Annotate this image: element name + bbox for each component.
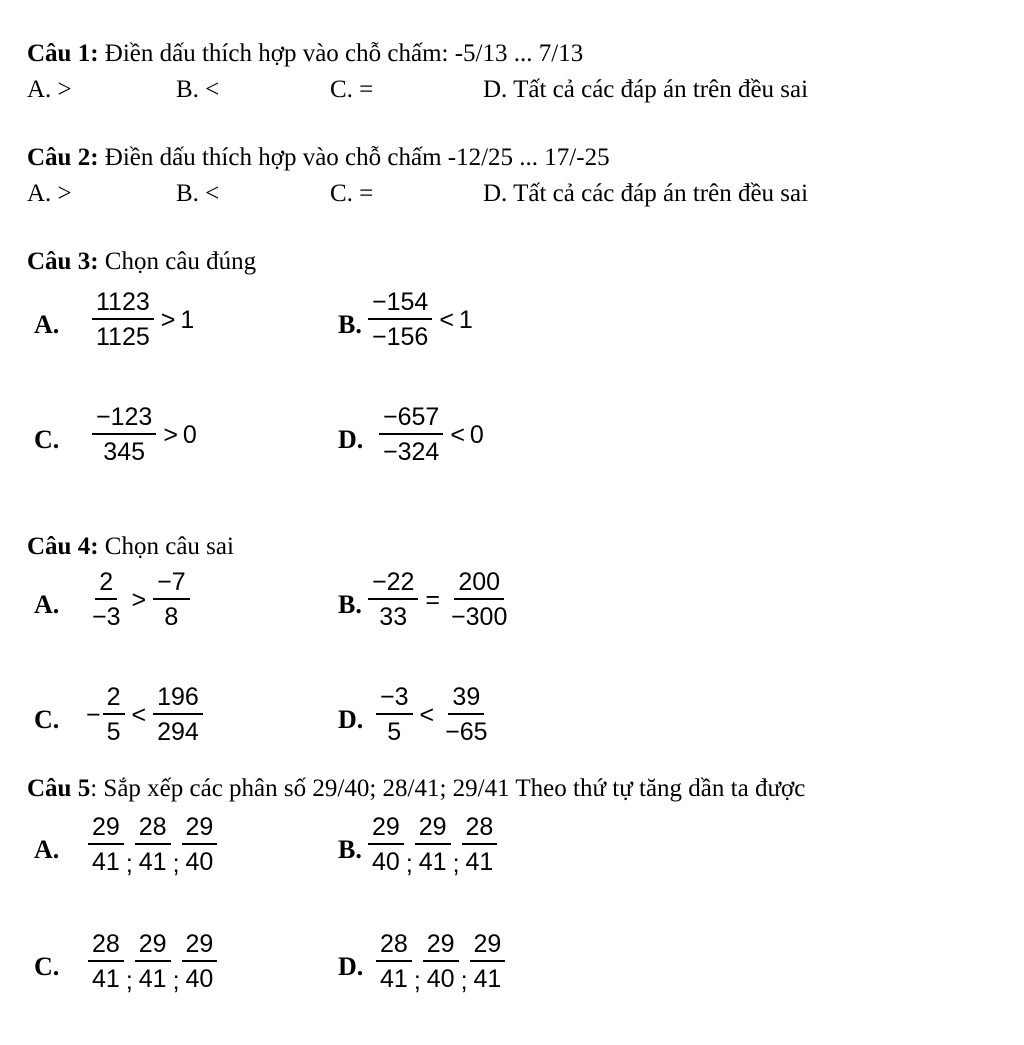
denominator: −156	[372, 323, 429, 351]
q1-option-b[interactable]: B. <	[176, 76, 220, 103]
fraction	[379, 405, 443, 465]
q2-option-b[interactable]: B. <	[176, 180, 220, 207]
q3-option-c-label[interactable]: C.	[34, 425, 60, 454]
numerator: 2	[95, 570, 117, 600]
fraction	[88, 570, 125, 630]
denominator: 40	[185, 965, 214, 993]
fraction	[135, 815, 171, 875]
q5-option-a[interactable]	[86, 813, 219, 878]
numerator: 29	[368, 815, 404, 845]
question-3-label: Câu 3:	[27, 248, 99, 275]
numerator: 29	[470, 932, 506, 962]
rhs: 0	[469, 420, 484, 449]
q3-option-b-label[interactable]: B.	[338, 310, 362, 339]
q5-option-d[interactable]	[374, 930, 507, 995]
separator: ;	[405, 850, 413, 878]
numerator: 29	[415, 815, 451, 845]
denominator: 33	[379, 603, 408, 631]
numerator: −123	[92, 405, 156, 435]
q2-option-a[interactable]: A. >	[27, 180, 72, 207]
q5-option-a-label[interactable]: A.	[34, 835, 60, 864]
denominator: 41	[92, 965, 120, 993]
q3-option-a-label[interactable]: A.	[34, 310, 60, 339]
numerator: 29	[182, 815, 218, 845]
denominator: 41	[473, 965, 502, 993]
fraction	[376, 932, 412, 992]
denominator: 40	[372, 848, 400, 876]
q1-option-c[interactable]: C. =	[330, 76, 374, 103]
fraction	[376, 685, 413, 745]
separator: ;	[172, 967, 180, 995]
rhs: 1	[458, 305, 473, 334]
numerator: 2	[103, 685, 125, 715]
denominator: 1125	[96, 323, 150, 351]
fraction	[88, 932, 124, 992]
rhs: 0	[182, 420, 197, 449]
q4-option-b-label[interactable]: B.	[338, 590, 362, 619]
fraction	[462, 815, 498, 875]
denominator: −300	[451, 603, 508, 631]
denominator: 41	[465, 848, 494, 876]
operator: >	[163, 420, 178, 449]
question-3	[27, 248, 256, 276]
fraction	[423, 932, 459, 992]
fraction	[92, 290, 154, 350]
question-5-text: : Sắp xếp các phân số 29/40; 28/41; 29/41 Theo thứ tự tăng dần ta được	[90, 775, 806, 802]
numerator: 28	[88, 932, 124, 962]
numerator: 1123	[92, 290, 154, 320]
question-2-label: Câu 2:	[27, 144, 99, 171]
rhs: 1	[180, 305, 195, 334]
fraction	[415, 815, 451, 875]
operator: <	[419, 700, 435, 729]
fraction	[153, 570, 190, 630]
fraction	[368, 290, 432, 350]
denominator: 8	[164, 603, 179, 631]
denominator: 345	[103, 438, 146, 466]
numerator: −657	[379, 405, 443, 435]
q3-option-c[interactable]	[90, 405, 197, 465]
q2-option-d[interactable]: D. Tất cả các đáp án trên đều sai	[483, 180, 809, 207]
q5-option-b-label[interactable]: B.	[338, 835, 362, 864]
denominator: 41	[418, 848, 447, 876]
separator: ;	[460, 967, 468, 995]
denominator: 5	[387, 718, 402, 746]
question-2	[27, 144, 610, 172]
q3-option-d[interactable]	[377, 405, 484, 465]
fraction	[441, 685, 491, 745]
fraction	[447, 570, 511, 630]
q1-option-a[interactable]: A. >	[27, 76, 72, 103]
numerator: 200	[454, 570, 504, 600]
minus-sign: −	[86, 700, 101, 729]
denominator: 41	[138, 848, 167, 876]
denominator: 40	[426, 965, 455, 993]
q4-option-d-label[interactable]: D.	[338, 705, 364, 734]
numerator: −22	[368, 570, 418, 600]
denominator: 41	[138, 965, 167, 993]
denominator: 41	[380, 965, 408, 993]
numerator: 39	[448, 685, 484, 715]
question-3-text: Chọn câu đúng	[98, 248, 257, 275]
q2-option-c[interactable]: C. =	[330, 180, 374, 207]
fraction	[368, 570, 418, 630]
denominator: 41	[92, 848, 120, 876]
q4-option-c[interactable]	[86, 685, 205, 745]
fraction	[153, 685, 203, 745]
separator: ;	[413, 967, 421, 995]
fraction	[368, 815, 404, 875]
fraction	[182, 932, 218, 992]
denominator: −65	[445, 718, 488, 746]
denominator: −3	[92, 603, 121, 631]
numerator: 29	[423, 932, 459, 962]
q3-option-a[interactable]	[90, 290, 194, 350]
question-5	[27, 775, 805, 803]
denominator: 40	[185, 848, 214, 876]
operator: >	[160, 305, 176, 334]
question-1-text: Điền dấu thích hợp vào chỗ chấm: -5/13 ... 7/13	[98, 40, 584, 67]
numerator: 28	[462, 815, 498, 845]
numerator: 28	[376, 932, 412, 962]
numerator: −154	[368, 290, 432, 320]
q5-option-d-label[interactable]: D.	[338, 952, 364, 981]
question-4	[27, 533, 234, 561]
question-4-label: Câu 4:	[27, 533, 99, 560]
numerator: −7	[153, 570, 190, 600]
question-5-label: Câu 5	[27, 775, 91, 802]
numerator: 29	[135, 932, 171, 962]
q5-option-b[interactable]	[366, 813, 499, 878]
fraction	[470, 932, 506, 992]
q4-option-b[interactable]	[366, 570, 513, 630]
operator: <	[439, 305, 454, 334]
numerator: −3	[376, 685, 413, 715]
numerator: 196	[153, 685, 203, 715]
question-2-text: Điền dấu thích hợp vào chỗ chấm -12/25 ... 17/-25	[98, 144, 610, 171]
fraction	[103, 685, 125, 745]
numerator: 29	[182, 932, 218, 962]
denominator: 294	[157, 718, 199, 746]
operator: >	[131, 585, 147, 614]
question-1	[27, 40, 583, 68]
fraction	[135, 932, 171, 992]
numerator: 28	[135, 815, 171, 845]
q4-option-a[interactable]	[86, 570, 192, 630]
separator: ;	[125, 850, 133, 878]
question-4-text: Chọn câu sai	[98, 533, 234, 560]
q1-option-d[interactable]: D. Tất cả các đáp án trên đều sai	[483, 76, 809, 103]
q3-option-b[interactable]	[366, 290, 473, 350]
q4-option-c-label[interactable]: C.	[34, 705, 60, 734]
q4-option-d[interactable]	[374, 685, 494, 745]
q3-option-d-label[interactable]: D.	[338, 425, 364, 454]
separator: ;	[125, 967, 133, 995]
denominator: 5	[106, 718, 121, 746]
numerator: 29	[88, 815, 124, 845]
q5-option-c[interactable]	[86, 930, 219, 995]
operator: <	[131, 700, 147, 729]
operator: <	[450, 420, 465, 449]
separator: ;	[452, 850, 460, 878]
separator: ;	[172, 850, 180, 878]
fraction	[92, 405, 156, 465]
q4-option-a-label[interactable]: A.	[34, 590, 60, 619]
question-1-label: Câu 1:	[27, 40, 99, 67]
fraction	[88, 815, 124, 875]
q5-option-c-label[interactable]: C.	[34, 952, 60, 981]
fraction	[182, 815, 218, 875]
denominator: −324	[383, 438, 440, 466]
operator: =	[425, 585, 441, 614]
